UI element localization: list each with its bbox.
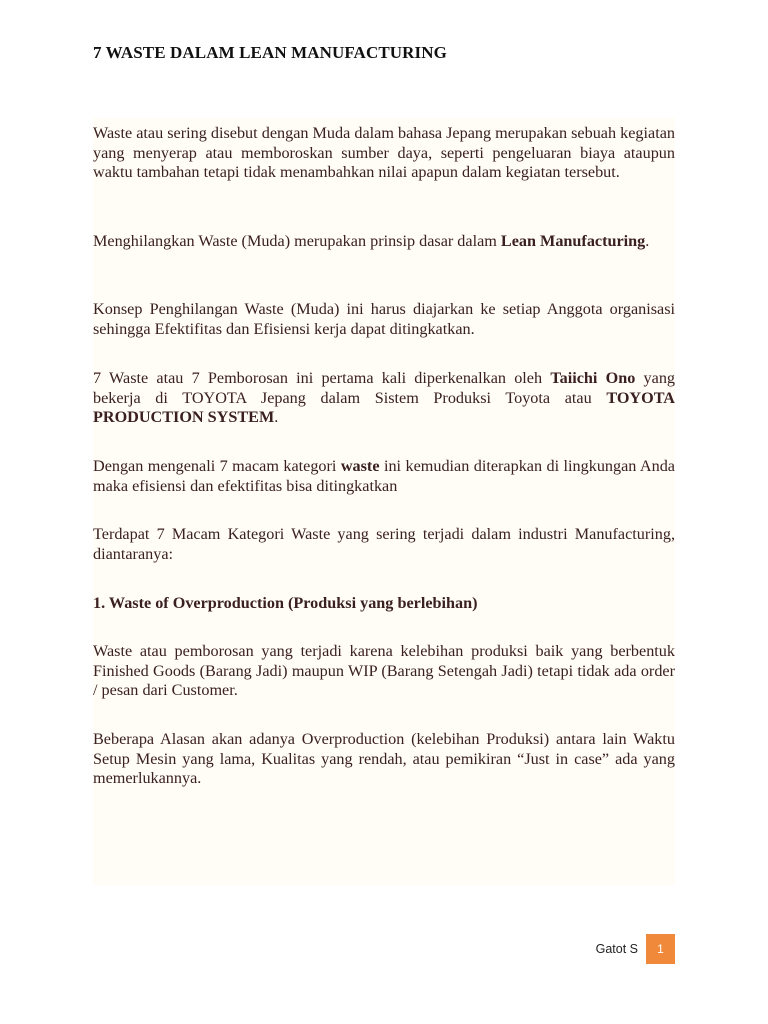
paragraph-categories-intro: Terdapat 7 Macam Kategori Waste yang sering terjadi dalam industri Manufacturing, diantaranya: — [93, 525, 675, 563]
bold-toyota-production-system: TOYOTA PRODUCTION SYSTEM — [93, 388, 675, 427]
paragraph-text: Menghilangkan Waste (Muda) merupakan prinsip dasar dalam — [93, 232, 501, 250]
page-footer — [596, 934, 675, 964]
paragraph-text: . — [645, 232, 650, 250]
section-heading-overproduction: 1. Waste of Overproduction (Produksi yang berlebihan) — [93, 594, 478, 612]
paragraph-waste-definition: Waste atau sering disebut dengan Muda dalam bahasa Jepang merupakan sebuah kegiatan yang menyerap atau memboroskan sumber daya, seperti pengeluaran biaya ataupun waktu tambahan tetapi tidak menambahkan nilai apapun dalam kegiatan tersebut. — [93, 124, 675, 182]
paragraph-text: 7 Waste atau 7 Pemborosan ini pertama kali diperkenalkan oleh — [93, 369, 551, 387]
paragraph-text: yang bekerja di TOYOTA Jepang dalam Sistem Produksi Toyota atau — [93, 369, 676, 407]
document-body — [93, 118, 675, 885]
paragraph-concept: Konsep Penghilangan Waste (Muda) ini harus diajarkan ke setiap Anggota organisasi sehingga Efektifitas dan Efisiensi kerja dapat ditingkatkan. — [93, 300, 675, 338]
paragraph-lean-principle — [93, 232, 675, 252]
bold-taiichi-ono: Taiichi Ono — [550, 369, 636, 387]
page-number-badge: 1 — [646, 934, 675, 964]
paragraph-origin — [93, 369, 675, 428]
bold-waste: waste — [340, 457, 380, 475]
paragraph-text: . — [274, 408, 279, 427]
bold-lean-manufacturing: Lean Manufacturing — [500, 232, 646, 250]
paragraph-overproduction-definition: Waste atau pemborosan yang terjadi karena kelebihan produksi baik yang berbentuk Finished Goods (Barang Jadi) maupun WIP (Barang Setengah Jadi) tetapi tidak ada order / pesan dari Customer. — [93, 642, 675, 700]
paragraph-overproduction-reasons: Beberapa Alasan akan adanya Overproduction (kelebihan Produksi) antara lain Waktu Setup Mesin yang lama, Kualitas yang rendah, atau pemikiran “Just in case” ada yang memerlukannya. — [93, 730, 675, 788]
page-title: 7 WASTE DALAM LEAN MANUFACTURING — [93, 43, 447, 62]
paragraph-recognize-waste — [93, 457, 675, 496]
footer-author: Gatot S — [595, 942, 638, 956]
paragraph-text: Dengan mengenali 7 macam kategori — [93, 457, 341, 475]
paragraph-text: ini kemudian diterapkan di lingkungan Anda maka efisiensi dan efektifitas bisa ditingkatkan — [93, 457, 675, 495]
